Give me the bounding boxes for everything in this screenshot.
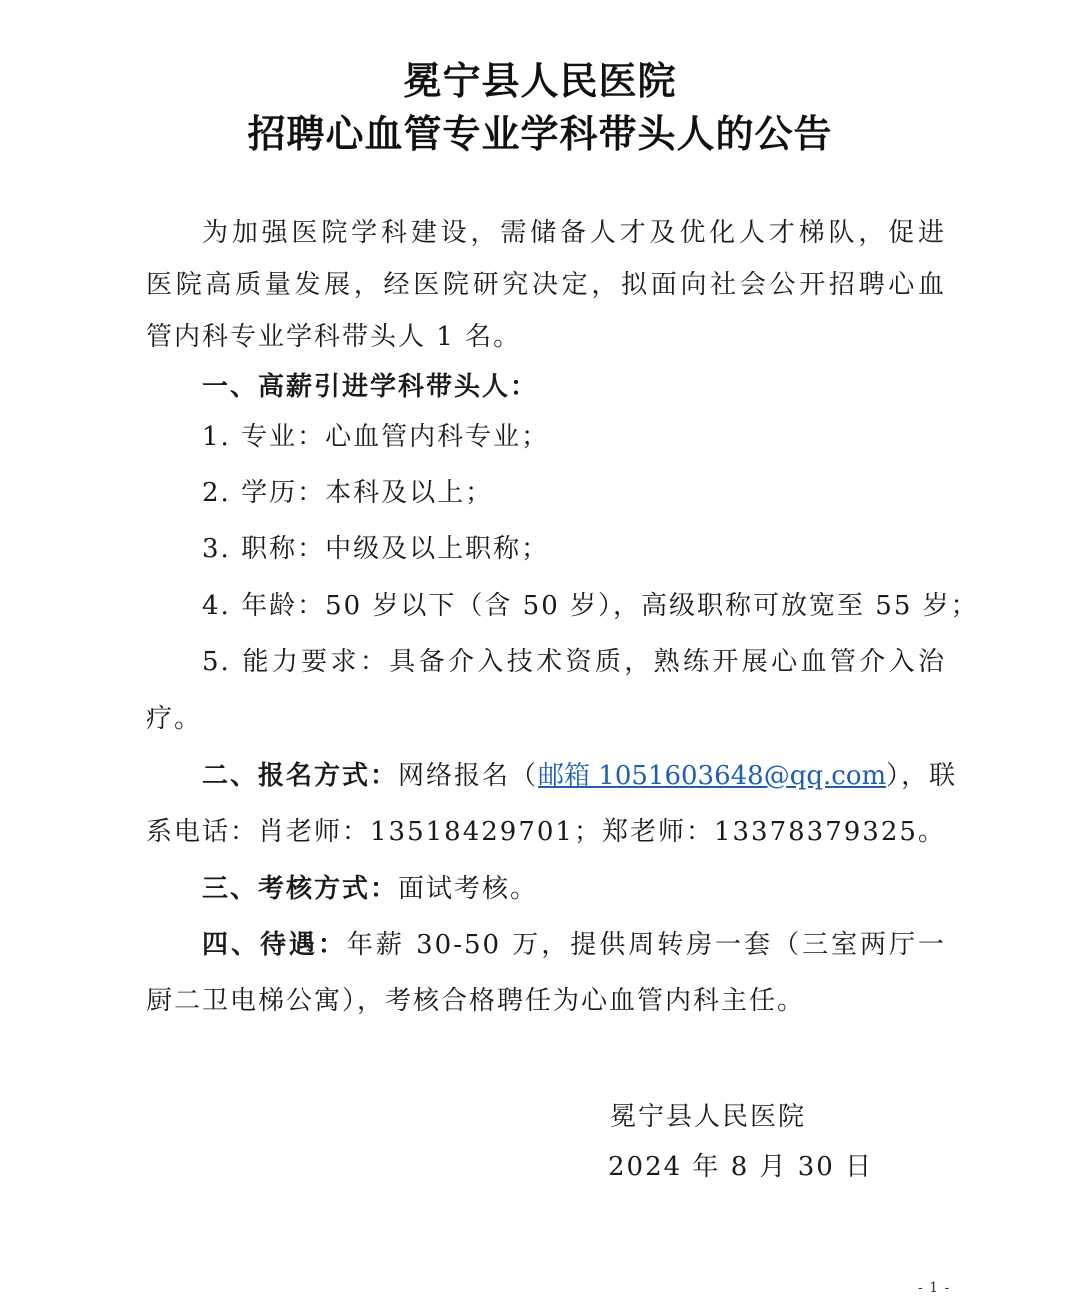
section1-item-3: 3. 职称：中级及以上职称； — [202, 534, 550, 564]
intro-line-3: 管内科专业学科带头人 1 名。 — [146, 322, 522, 352]
section1-item-4: 4. 年龄：50 岁以下（含 50 岁），高级职称可放宽至 55 岁； — [202, 591, 979, 621]
section3-text: 面试考核。 — [398, 874, 539, 904]
section4-line-2: 厨二卫电梯公寓），考核合格聘任为心血管内科主任。 — [146, 986, 806, 1016]
section4-heading: 四、待遇： — [202, 930, 347, 960]
section2-line-1 — [202, 755, 958, 792]
title-line-2: 招聘心血管专业学科带头人的公告 — [247, 111, 833, 156]
title-line-1: 冕宁县人民医院 — [403, 58, 677, 103]
section1-item-5-cont: 疗。 — [146, 704, 203, 734]
section1-heading: 一、高薪引进学科带头人： — [202, 372, 539, 402]
intro-line-1: 为加强医院学科建设，需储备人才及优化人才梯队，促进 — [202, 218, 946, 248]
section2-text-post: ），联 — [886, 761, 958, 791]
email-link[interactable]: 邮箱 1051603648@qq.com — [538, 761, 887, 791]
section4-text: 年薪 30-50 万，提供周转房一套（三室两厅一 — [346, 930, 946, 960]
section2-heading: 二、报名方式： — [202, 761, 399, 791]
section4-line-1 — [202, 924, 946, 961]
section1-item-2: 2. 学历：本科及以上； — [202, 478, 494, 508]
section3-line — [202, 868, 946, 905]
signature-date: 2024 年 8 月 30 日 — [608, 1152, 874, 1182]
section1-item-5: 5. 能力要求：具备介入技术资质，熟练开展心血管介入治 — [202, 647, 946, 677]
intro-line-2: 医院高质量发展，经医院研究决定，拟面向社会公开招聘心血 — [146, 270, 946, 300]
section3-heading: 三、考核方式： — [202, 874, 399, 904]
page-number: - 1 - — [918, 1280, 951, 1296]
section1-item-1: 1. 专业：心血管内科专业； — [202, 422, 550, 452]
section2-line-2: 系电话：肖老师：13518429701；郑老师：13378379325。 — [146, 817, 946, 847]
section2-text-pre: 网络报名（ — [398, 761, 539, 791]
signature-org: 冕宁县人民医院 — [610, 1102, 807, 1132]
